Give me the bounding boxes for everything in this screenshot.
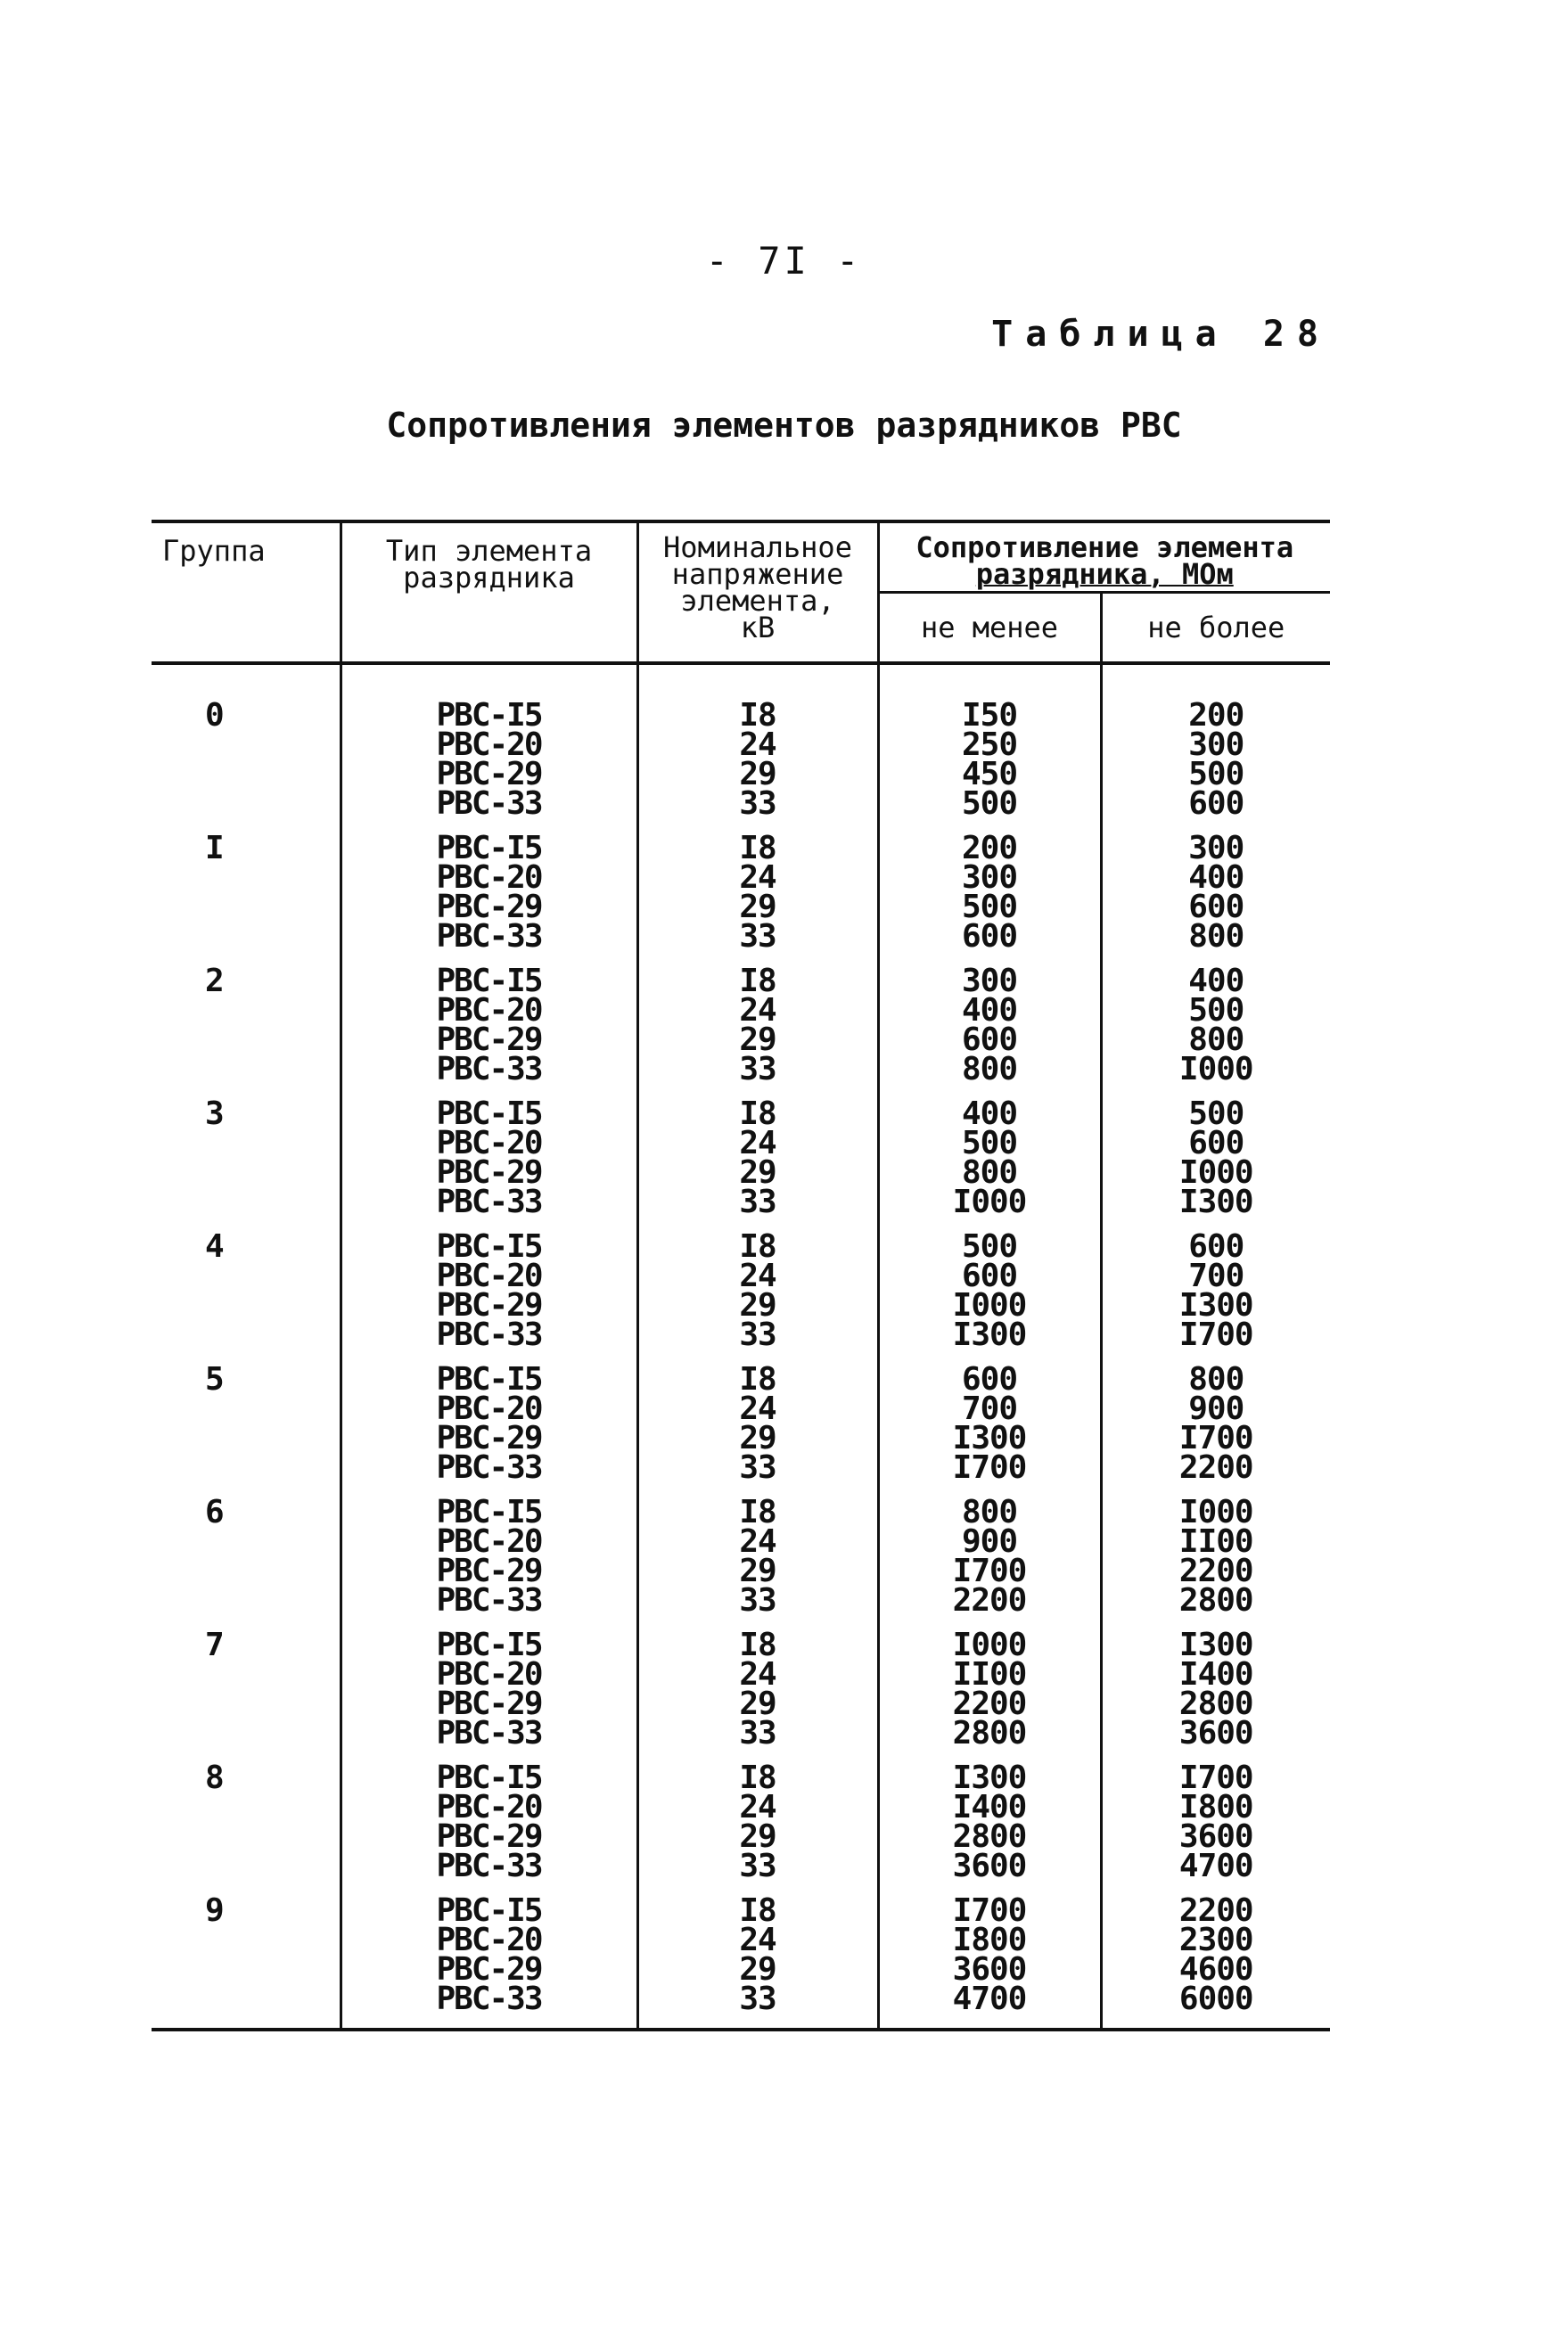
element-type-value: РВС-29 (436, 889, 542, 925)
resistance-min-cell (878, 818, 1101, 955)
element-type-value: РВС-I5 (436, 697, 542, 734)
element-type-value: РВС-33 (436, 1184, 542, 1220)
resistance-min-value: 250 (961, 726, 1018, 763)
header-group: Группа (152, 521, 341, 663)
resistance-min-value: 200 (961, 830, 1018, 866)
resistance-min-value: 450 (961, 756, 1018, 792)
resistance-min-value: I300 (952, 1420, 1027, 1456)
nominal-voltage-value: 33 (739, 1184, 776, 1220)
resistance-min-cell (878, 663, 1101, 822)
resistance-max-value: 3600 (1178, 1715, 1253, 1752)
group-cell: 8 (205, 1760, 225, 1796)
nominal-voltage-cell (637, 1482, 878, 1619)
header-not-less: не менее (878, 593, 1101, 664)
resistance-max-value: 500 (1188, 756, 1244, 792)
resistance-min-stack (880, 1760, 1100, 1884)
resistance-min-cell (878, 1748, 1101, 1884)
element-type-stack (342, 1494, 636, 1619)
resistance-min-value: 500 (961, 1125, 1018, 1161)
element-type-value: РВС-29 (436, 1951, 542, 1988)
resistance-max-value: 300 (1188, 726, 1244, 763)
table-row (152, 663, 1330, 818)
table-title: Сопротивления элементов разрядников РВС (386, 406, 1182, 445)
resistance-min-value: 800 (961, 1494, 1018, 1530)
resistance-max-value: I700 (1178, 1420, 1253, 1456)
nominal-voltage-cell (637, 818, 878, 955)
resistance-max-value: 3600 (1178, 1818, 1253, 1855)
nominal-voltage-value: 24 (739, 1656, 776, 1693)
element-type-stack (342, 830, 636, 955)
resistance-max-value: 400 (1188, 963, 1244, 999)
element-type-stack (342, 1361, 636, 1486)
element-type-value: РВС-20 (436, 1523, 542, 1560)
element-type-cell (341, 818, 637, 955)
element-type-cell (341, 1217, 637, 1353)
resistance-min-value: II00 (952, 1656, 1027, 1693)
header-not-more: не более (1101, 593, 1330, 664)
resistance-min-value: 2200 (952, 1582, 1027, 1619)
resistance-max-cell (1101, 663, 1330, 822)
resistance-min-value: 3600 (952, 1951, 1027, 1988)
header-nominal-voltage-line1: Номинальное (663, 530, 852, 564)
resistance-max-stack (1103, 1228, 1331, 1353)
element-type-value: РВС-20 (436, 992, 542, 1029)
resistance-max-value: I000 (1178, 1154, 1253, 1191)
resistance-min-value: 900 (961, 1523, 1018, 1560)
resistance-min-value: 400 (961, 1095, 1018, 1132)
nominal-voltage-cell (637, 1350, 878, 1486)
resistance-max-value: I700 (1178, 1760, 1253, 1796)
nominal-voltage-value: I8 (739, 1760, 776, 1796)
resistance-max-cell (1101, 1084, 1330, 1220)
element-type-value: РВС-33 (436, 1715, 542, 1752)
nominal-voltage-stack (639, 1494, 877, 1619)
nominal-voltage-value: 24 (739, 1922, 776, 1958)
resistance-min-value: 3600 (952, 1848, 1027, 1884)
table-row (152, 951, 1330, 1084)
element-type-stack (342, 963, 636, 1087)
element-type-stack (342, 1228, 636, 1353)
element-type-value: РВС-29 (436, 1154, 542, 1191)
resistance-min-value: I700 (952, 1449, 1027, 1486)
nominal-voltage-value: 29 (739, 1287, 776, 1324)
element-type-value: РВС-I5 (436, 963, 542, 999)
resistance-max-value: 2200 (1178, 1449, 1253, 1486)
resistance-min-value: 600 (961, 1258, 1018, 1294)
nominal-voltage-value: 24 (739, 859, 776, 896)
nominal-voltage-stack (639, 1760, 877, 1884)
resistance-min-stack (880, 1627, 1100, 1752)
table-row (152, 1217, 1330, 1350)
resistance-max-value: 2800 (1178, 1582, 1253, 1619)
resistance-min-value: I800 (952, 1922, 1027, 1958)
resistance-min-value: 500 (961, 889, 1018, 925)
element-type-value: РВС-29 (436, 1287, 542, 1324)
nominal-voltage-value: 33 (739, 1051, 776, 1087)
resistance-max-cell (1101, 818, 1330, 955)
element-type-value: РВС-I5 (436, 1627, 542, 1663)
header-resistance-line1: Сопротивление элемента (915, 530, 1294, 564)
resistance-max-value: 800 (1188, 1021, 1244, 1058)
nominal-voltage-stack (639, 1228, 877, 1353)
group-cell: 4 (205, 1228, 225, 1265)
nominal-voltage-value: 29 (739, 1951, 776, 1988)
table-row (152, 1350, 1330, 1482)
resistance-max-cell (1101, 1615, 1330, 1752)
nominal-voltage-value: I8 (739, 830, 776, 866)
resistance-min-value: 300 (961, 859, 1018, 896)
resistance-max-stack (1103, 830, 1331, 955)
resistance-max-value: I300 (1178, 1287, 1253, 1324)
resistance-min-value: 2800 (952, 1818, 1027, 1855)
resistance-min-value: 600 (961, 918, 1018, 955)
resistance-min-value: 2800 (952, 1715, 1027, 1752)
element-type-value: РВС-29 (436, 756, 542, 792)
resistance-min-cell (878, 1084, 1101, 1220)
resistance-min-value: 500 (961, 785, 1018, 822)
resistance-min-cell (878, 1881, 1101, 2030)
nominal-voltage-value: 29 (739, 889, 776, 925)
header-resistance-line2: разрядника, МОм (975, 557, 1234, 591)
header-nominal-voltage-line2: напряжение (671, 557, 844, 591)
element-type-stack (342, 1892, 636, 2017)
group-cell: 9 (152, 1881, 341, 2030)
nominal-voltage-value: 29 (739, 1420, 776, 1456)
nominal-voltage-value: 24 (739, 992, 776, 1029)
resistance-table-container (152, 520, 1330, 2031)
table-label: Таблица 28 (991, 314, 1331, 355)
nominal-voltage-value: I8 (739, 963, 776, 999)
nominal-voltage-cell (637, 1615, 878, 1752)
element-type-value: РВС-I5 (436, 1361, 542, 1398)
element-type-value: РВС-29 (436, 1021, 542, 1058)
resistance-max-value: 600 (1188, 1125, 1244, 1161)
element-type-cell (341, 1084, 637, 1220)
resistance-min-stack (880, 1228, 1100, 1353)
resistance-min-cell (878, 1217, 1101, 1353)
nominal-voltage-value: 33 (739, 1715, 776, 1752)
resistance-min-stack (880, 963, 1100, 1087)
element-type-cell (341, 1482, 637, 1619)
element-type-value: РВС-20 (436, 1789, 542, 1825)
nominal-voltage-cell (637, 1881, 878, 2030)
resistance-max-cell (1101, 1482, 1330, 1619)
resistance-max-value: 2200 (1178, 1892, 1253, 1929)
resistance-max-value: I400 (1178, 1656, 1253, 1693)
group-cell: I (205, 830, 225, 866)
resistance-max-value: 500 (1188, 992, 1244, 1029)
header-nominal-voltage-line3: элемента, (680, 584, 835, 618)
resistance-min-stack (880, 1361, 1100, 1486)
element-type-value: РВС-I5 (436, 1892, 542, 1929)
header-resistance (878, 521, 1330, 593)
element-type-stack (342, 697, 636, 822)
resistance-max-value: 500 (1188, 1095, 1244, 1132)
resistance-max-stack (1103, 1627, 1331, 1752)
nominal-voltage-value: 33 (739, 1981, 776, 2017)
table-row (152, 1748, 1330, 1881)
nominal-voltage-cell (637, 1084, 878, 1220)
nominal-voltage-value: I8 (739, 1627, 776, 1663)
group-cell: 6 (205, 1494, 225, 1530)
header-element-type-line2: разрядника (403, 561, 575, 595)
nominal-voltage-value: 24 (739, 1391, 776, 1427)
resistance-min-value: I000 (952, 1627, 1027, 1663)
element-type-value: РВС-I5 (436, 1228, 542, 1265)
resistance-min-value: I700 (952, 1553, 1027, 1589)
resistance-min-stack (880, 830, 1100, 955)
element-type-value: РВС-33 (436, 1981, 542, 2017)
resistance-min-cell (878, 1482, 1101, 1619)
nominal-voltage-value: 24 (739, 1523, 776, 1560)
element-type-stack (342, 1095, 636, 1220)
element-type-value: РВС-20 (436, 1656, 542, 1693)
resistance-max-value: I000 (1178, 1051, 1253, 1087)
nominal-voltage-stack (639, 1095, 877, 1220)
resistance-max-value: 4700 (1178, 1848, 1253, 1884)
nominal-voltage-value: 24 (739, 1258, 776, 1294)
element-type-value: РВС-33 (436, 1317, 542, 1353)
element-type-value: РВС-33 (436, 1051, 542, 1087)
element-type-value: РВС-33 (436, 785, 542, 822)
resistance-max-value: I800 (1178, 1789, 1253, 1825)
resistance-min-value: 600 (961, 1021, 1018, 1058)
resistance-max-cell (1101, 1217, 1330, 1353)
resistance-max-cell (1101, 1748, 1330, 1884)
element-type-value: РВС-I5 (436, 1095, 542, 1132)
resistance-min-value: 800 (961, 1051, 1018, 1087)
nominal-voltage-stack (639, 830, 877, 955)
resistance-min-value: 2200 (952, 1686, 1027, 1722)
resistance-min-stack (880, 1095, 1100, 1220)
resistance-min-value: I300 (952, 1760, 1027, 1796)
nominal-voltage-value: 33 (739, 1848, 776, 1884)
nominal-voltage-value: 24 (739, 1125, 776, 1161)
resistance-max-value: 6000 (1178, 1981, 1253, 2017)
element-type-value: РВС-33 (436, 1848, 542, 1884)
nominal-voltage-value: 29 (739, 1154, 776, 1191)
resistance-max-value: I300 (1178, 1627, 1253, 1663)
resistance-min-value: 700 (961, 1391, 1018, 1427)
element-type-value: РВС-20 (436, 1125, 542, 1161)
nominal-voltage-cell (637, 1748, 878, 1884)
resistance-min-value: 400 (961, 992, 1018, 1029)
resistance-max-value: 800 (1188, 918, 1244, 955)
element-type-value: РВС-I5 (436, 830, 542, 866)
resistance-max-value: 900 (1188, 1391, 1244, 1427)
resistance-max-value: 600 (1188, 889, 1244, 925)
header-element-type (341, 521, 637, 663)
nominal-voltage-value: 33 (739, 785, 776, 822)
nominal-voltage-value: 29 (739, 1818, 776, 1855)
resistance-max-stack (1103, 963, 1331, 1087)
nominal-voltage-stack (639, 1361, 877, 1486)
element-type-cell (341, 951, 637, 1087)
nominal-voltage-value: 33 (739, 1582, 776, 1619)
element-type-value: РВС-29 (436, 1420, 542, 1456)
nominal-voltage-cell (637, 663, 878, 822)
resistance-min-stack (880, 1494, 1100, 1619)
resistance-max-value: I000 (1178, 1494, 1253, 1530)
resistance-max-value: II00 (1178, 1523, 1253, 1560)
table-row (152, 1881, 1330, 2030)
resistance-min-value: I700 (952, 1892, 1027, 1929)
table-row (152, 1482, 1330, 1615)
nominal-voltage-value: I8 (739, 1095, 776, 1132)
element-type-cell (341, 1615, 637, 1752)
group-cell: 3 (205, 1095, 225, 1132)
nominal-voltage-value: 33 (739, 1317, 776, 1353)
nominal-voltage-stack (639, 963, 877, 1087)
table-row (152, 1084, 1330, 1217)
nominal-voltage-cell (637, 1217, 878, 1353)
resistance-max-value: 600 (1188, 785, 1244, 822)
table-row (152, 818, 1330, 951)
element-type-stack (342, 1760, 636, 1884)
table-body (152, 663, 1330, 2030)
resistance-max-stack (1103, 697, 1331, 822)
resistance-max-value: 4600 (1178, 1951, 1253, 1988)
resistance-max-stack (1103, 1494, 1331, 1619)
group-cell: 2 (205, 963, 225, 999)
resistance-max-stack (1103, 1892, 1331, 2017)
header-nominal-voltage (637, 521, 878, 663)
resistance-max-value: 2800 (1178, 1686, 1253, 1722)
element-type-cell (341, 1748, 637, 1884)
nominal-voltage-stack (639, 1627, 877, 1752)
resistance-min-cell (878, 951, 1101, 1087)
nominal-voltage-value: 24 (739, 1789, 776, 1825)
resistance-max-value: 300 (1188, 830, 1244, 866)
element-type-stack (342, 1627, 636, 1752)
nominal-voltage-value: 29 (739, 1686, 776, 1722)
resistance-min-value: I50 (961, 697, 1018, 734)
resistance-min-value: 300 (961, 963, 1018, 999)
group-cell: 0 (205, 697, 225, 734)
group-cell: 5 (205, 1361, 225, 1398)
resistance-max-value: I300 (1178, 1184, 1253, 1220)
resistance-max-cell (1101, 1350, 1330, 1486)
nominal-voltage-value: I8 (739, 1361, 776, 1398)
element-type-value: РВС-33 (436, 1582, 542, 1619)
element-type-value: РВС-I5 (436, 1494, 542, 1530)
resistance-max-value: I700 (1178, 1317, 1253, 1353)
resistance-max-value: 2200 (1178, 1553, 1253, 1589)
resistance-max-value: 700 (1188, 1258, 1244, 1294)
nominal-voltage-value: 29 (739, 756, 776, 792)
element-type-cell (341, 1881, 637, 2030)
nominal-voltage-cell (637, 951, 878, 1087)
resistance-min-stack (880, 697, 1100, 822)
resistance-table (152, 520, 1330, 2031)
resistance-min-value: I000 (952, 1184, 1027, 1220)
resistance-max-cell (1101, 951, 1330, 1087)
element-type-value: РВС-20 (436, 1922, 542, 1958)
element-type-cell (341, 663, 637, 822)
nominal-voltage-value: I8 (739, 697, 776, 734)
nominal-voltage-value: 33 (739, 1449, 776, 1486)
table-row (152, 1615, 1330, 1748)
element-type-value: РВС-29 (436, 1686, 542, 1722)
header-element-type-line1: Тип элемента (385, 534, 593, 568)
resistance-max-stack (1103, 1760, 1331, 1884)
element-type-cell (341, 1350, 637, 1486)
resistance-min-cell (878, 1350, 1101, 1486)
resistance-min-value: 500 (961, 1228, 1018, 1265)
element-type-value: РВС-20 (436, 859, 542, 896)
resistance-max-value: 2300 (1178, 1922, 1253, 1958)
nominal-voltage-value: 33 (739, 918, 776, 955)
page-number: - 7I - (705, 239, 863, 283)
resistance-min-value: 600 (961, 1361, 1018, 1398)
element-type-value: РВС-20 (436, 1391, 542, 1427)
resistance-min-value: 4700 (952, 1981, 1027, 2017)
element-type-value: РВС-33 (436, 918, 542, 955)
resistance-min-stack (880, 1892, 1100, 2017)
nominal-voltage-value: 29 (739, 1021, 776, 1058)
resistance-max-value: 800 (1188, 1361, 1244, 1398)
nominal-voltage-value: 29 (739, 1553, 776, 1589)
resistance-min-cell (878, 1615, 1101, 1752)
element-type-value: РВС-I5 (436, 1760, 542, 1796)
element-type-value: РВС-29 (436, 1553, 542, 1589)
nominal-voltage-value: 24 (739, 726, 776, 763)
resistance-min-value: I400 (952, 1789, 1027, 1825)
resistance-max-value: 200 (1188, 697, 1244, 734)
element-type-value: РВС-29 (436, 1818, 542, 1855)
resistance-min-value: 800 (961, 1154, 1018, 1191)
nominal-voltage-stack (639, 1892, 877, 2017)
group-cell: 7 (205, 1627, 225, 1663)
resistance-max-stack (1103, 1095, 1331, 1220)
resistance-max-cell (1101, 1881, 1330, 2030)
element-type-value: РВС-20 (436, 1258, 542, 1294)
resistance-max-value: 400 (1188, 859, 1244, 896)
resistance-min-value: I300 (952, 1317, 1027, 1353)
nominal-voltage-value: I8 (739, 1494, 776, 1530)
resistance-min-value: I000 (952, 1287, 1027, 1324)
element-type-value: РВС-33 (436, 1449, 542, 1486)
nominal-voltage-stack (639, 697, 877, 822)
nominal-voltage-value: I8 (739, 1892, 776, 1929)
resistance-max-value: 600 (1188, 1228, 1244, 1265)
resistance-max-stack (1103, 1361, 1331, 1486)
nominal-voltage-value: I8 (739, 1228, 776, 1265)
header-nominal-voltage-line4: кВ (740, 611, 776, 644)
element-type-value: РВС-20 (436, 726, 542, 763)
